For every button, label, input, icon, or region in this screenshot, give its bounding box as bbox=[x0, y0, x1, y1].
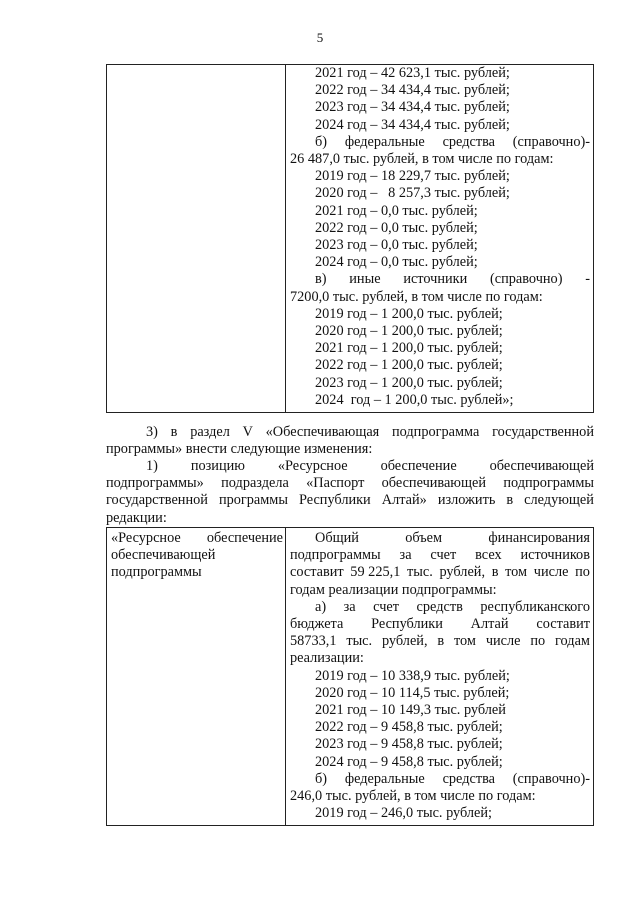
other-sources-total: 7200,0 тыс. рублей, в том числе по годам: bbox=[290, 288, 543, 305]
word: Общий bbox=[315, 530, 359, 546]
word: в bbox=[170, 424, 178, 440]
word: 58733,1 bbox=[290, 633, 337, 650]
word: государственной bbox=[106, 492, 208, 509]
word: государственной bbox=[492, 424, 594, 440]
word: в) bbox=[315, 271, 327, 288]
year-row: 2021 год – 0,0 тыс. рублей; bbox=[315, 202, 478, 219]
year-row: 2023 год – 0,0 тыс. рублей; bbox=[315, 237, 478, 254]
year-row: 2023 год – 1 200,0 тыс. рублей; bbox=[315, 374, 503, 391]
year-row: 2019 год – 1 200,0 тыс. рублей; bbox=[315, 305, 503, 322]
word: иные bbox=[349, 271, 381, 288]
word: числе bbox=[533, 564, 569, 581]
word: «Паспорт bbox=[306, 475, 365, 492]
year-row: 2019 год – 18 229,7 тыс. рублей; bbox=[315, 168, 510, 185]
word: Алтай bbox=[470, 616, 509, 633]
word: источники bbox=[403, 271, 468, 288]
year-row: 2024 год – 1 200,0 тыс. рублей»; bbox=[315, 391, 514, 408]
year-row: 2022 год – 1 200,0 тыс. рублей; bbox=[315, 357, 503, 374]
funding-table-continuation bbox=[106, 64, 594, 413]
word: подраздела bbox=[221, 475, 289, 492]
word: тыс. bbox=[346, 633, 373, 650]
word: - bbox=[585, 271, 590, 288]
word: б) bbox=[315, 770, 328, 787]
word: в bbox=[506, 492, 514, 509]
resource-provision-table bbox=[106, 527, 594, 826]
word: раздел bbox=[190, 424, 230, 440]
republic-budget-line bbox=[290, 633, 590, 650]
year-row: 2019 год – 10 338,9 тыс. рублей; bbox=[315, 667, 510, 684]
word: (справочно) bbox=[490, 271, 563, 288]
year-row: 2021 год – 10 149,3 тыс. рублей bbox=[315, 702, 506, 719]
word: подпрограммы bbox=[290, 547, 381, 564]
year-row: 2023 год – 9 458,8 тыс. рублей; bbox=[315, 736, 503, 753]
word: Республики bbox=[371, 616, 443, 633]
table-left-cell-empty bbox=[107, 65, 286, 413]
year-row: 2024 год – 0,0 тыс. рублей; bbox=[315, 254, 478, 271]
word: «Ресурсное bbox=[277, 458, 348, 474]
republic-budget-line: реализации: bbox=[290, 650, 364, 667]
word: обеспечивающей bbox=[381, 475, 486, 492]
year-row: 2023 год – 34 434,4 тыс. рублей; bbox=[315, 99, 510, 116]
paragraph-line bbox=[106, 424, 594, 441]
word: подпрограмма bbox=[392, 424, 480, 440]
word: б) bbox=[315, 133, 328, 150]
word: позицию bbox=[190, 458, 245, 474]
word: том bbox=[505, 564, 528, 581]
word: средств bbox=[416, 598, 463, 615]
year-row: 2020 год – 10 114,5 тыс. рублей; bbox=[315, 684, 510, 701]
republic-budget-line bbox=[290, 599, 590, 616]
word: подпрограммы bbox=[503, 475, 594, 492]
federal-funds-total: 26 487,0 тыс. рублей, в том числе по годам: bbox=[290, 151, 554, 168]
intro-line bbox=[290, 530, 590, 547]
word: по bbox=[575, 564, 590, 581]
word: счет bbox=[373, 598, 400, 615]
year-row: 2022 год – 34 434,4 тыс. рублей; bbox=[315, 82, 510, 99]
year-row: 2020 год – 1 200,0 тыс. рублей; bbox=[315, 323, 503, 340]
word: V bbox=[242, 424, 253, 440]
year-row: 2022 год – 0,0 тыс. рублей; bbox=[315, 219, 478, 236]
word: изложить bbox=[437, 492, 496, 509]
word: республиканского bbox=[480, 598, 590, 615]
republic-budget-line bbox=[290, 616, 590, 633]
word: в bbox=[437, 633, 445, 650]
word: средства bbox=[442, 770, 495, 787]
word: счет bbox=[430, 547, 457, 564]
word: следующей bbox=[524, 492, 594, 509]
word: числе bbox=[485, 633, 521, 650]
paragraph-line: редакции: bbox=[106, 509, 167, 526]
left-label-line: обеспечивающей bbox=[111, 547, 216, 564]
word: за bbox=[343, 598, 356, 615]
word: федеральные bbox=[344, 133, 425, 150]
word: Алтай» bbox=[381, 492, 427, 509]
word: рублей, bbox=[381, 633, 428, 650]
word: по bbox=[530, 633, 546, 650]
federal-funds-line bbox=[290, 771, 590, 788]
year-row: 2024 год – 34 434,4 тыс. рублей; bbox=[315, 116, 510, 133]
intro-line bbox=[290, 564, 590, 581]
year-row: 2024 год – 9 458,8 тыс. рублей; bbox=[315, 753, 503, 770]
word: рублей, bbox=[439, 564, 486, 581]
other-sources-line bbox=[290, 271, 590, 288]
word: бюджета bbox=[290, 616, 344, 633]
word: обеспечение bbox=[380, 458, 457, 474]
word: том bbox=[454, 633, 476, 650]
word: за bbox=[399, 547, 412, 564]
word: подпрограммы» bbox=[106, 475, 204, 492]
intro-line bbox=[290, 547, 590, 564]
year-row: 2021 год – 1 200,0 тыс. рублей; bbox=[315, 340, 503, 357]
table-right-cell bbox=[286, 528, 594, 826]
word: средства bbox=[442, 133, 495, 150]
word: обеспечение bbox=[206, 530, 283, 546]
word: программы bbox=[218, 492, 288, 509]
word: Республики bbox=[298, 492, 371, 509]
word: федеральные bbox=[344, 770, 425, 787]
word: «Обеспечивающая bbox=[265, 424, 380, 440]
word: тыс. bbox=[407, 564, 433, 581]
word: составит bbox=[290, 564, 344, 581]
year-row: 2022 год – 9 458,8 тыс. рублей; bbox=[315, 719, 503, 736]
year-row: 2021 год – 42 623,1 тыс. рублей; bbox=[315, 65, 510, 81]
word: годам bbox=[555, 633, 590, 650]
word: 59 225,1 bbox=[350, 564, 401, 581]
word: «Ресурсное bbox=[111, 530, 181, 546]
page-number: 5 bbox=[316, 30, 324, 45]
paragraph-line bbox=[106, 458, 594, 475]
word: (справочно)- bbox=[512, 770, 590, 787]
word: в bbox=[491, 564, 499, 581]
year-row: 2020 год – 8 257,3 тыс. рублей; bbox=[315, 185, 510, 202]
year-row: 2019 год – 246,0 тыс. рублей; bbox=[315, 805, 493, 822]
word: обеспечивающей bbox=[489, 458, 594, 474]
federal-funds-total: 246,0 тыс. рублей, в том числе по годам: bbox=[290, 788, 536, 805]
word: финансирования bbox=[488, 530, 590, 546]
paragraph-line bbox=[106, 492, 594, 509]
intro-line: годам реализации подпрограммы: bbox=[290, 581, 497, 598]
paragraph-line bbox=[106, 475, 594, 492]
word: источников bbox=[520, 547, 590, 564]
left-label-line: подпрограммы bbox=[111, 564, 202, 581]
left-label-line bbox=[107, 530, 285, 547]
paragraph-3 bbox=[106, 424, 594, 458]
word: объем bbox=[405, 530, 443, 546]
table-left-cell bbox=[107, 528, 286, 826]
word: 3) bbox=[146, 424, 158, 440]
table-right-cell bbox=[286, 65, 594, 413]
word: (справочно)- bbox=[512, 133, 590, 150]
word: 1) bbox=[146, 458, 158, 474]
word: а) bbox=[315, 598, 327, 615]
word: всех bbox=[475, 547, 502, 564]
paragraph-1 bbox=[106, 458, 594, 527]
federal-funds-line bbox=[290, 134, 590, 151]
paragraph-line: программы» внести следующие изменения: bbox=[106, 441, 373, 458]
word: составит bbox=[536, 616, 590, 633]
